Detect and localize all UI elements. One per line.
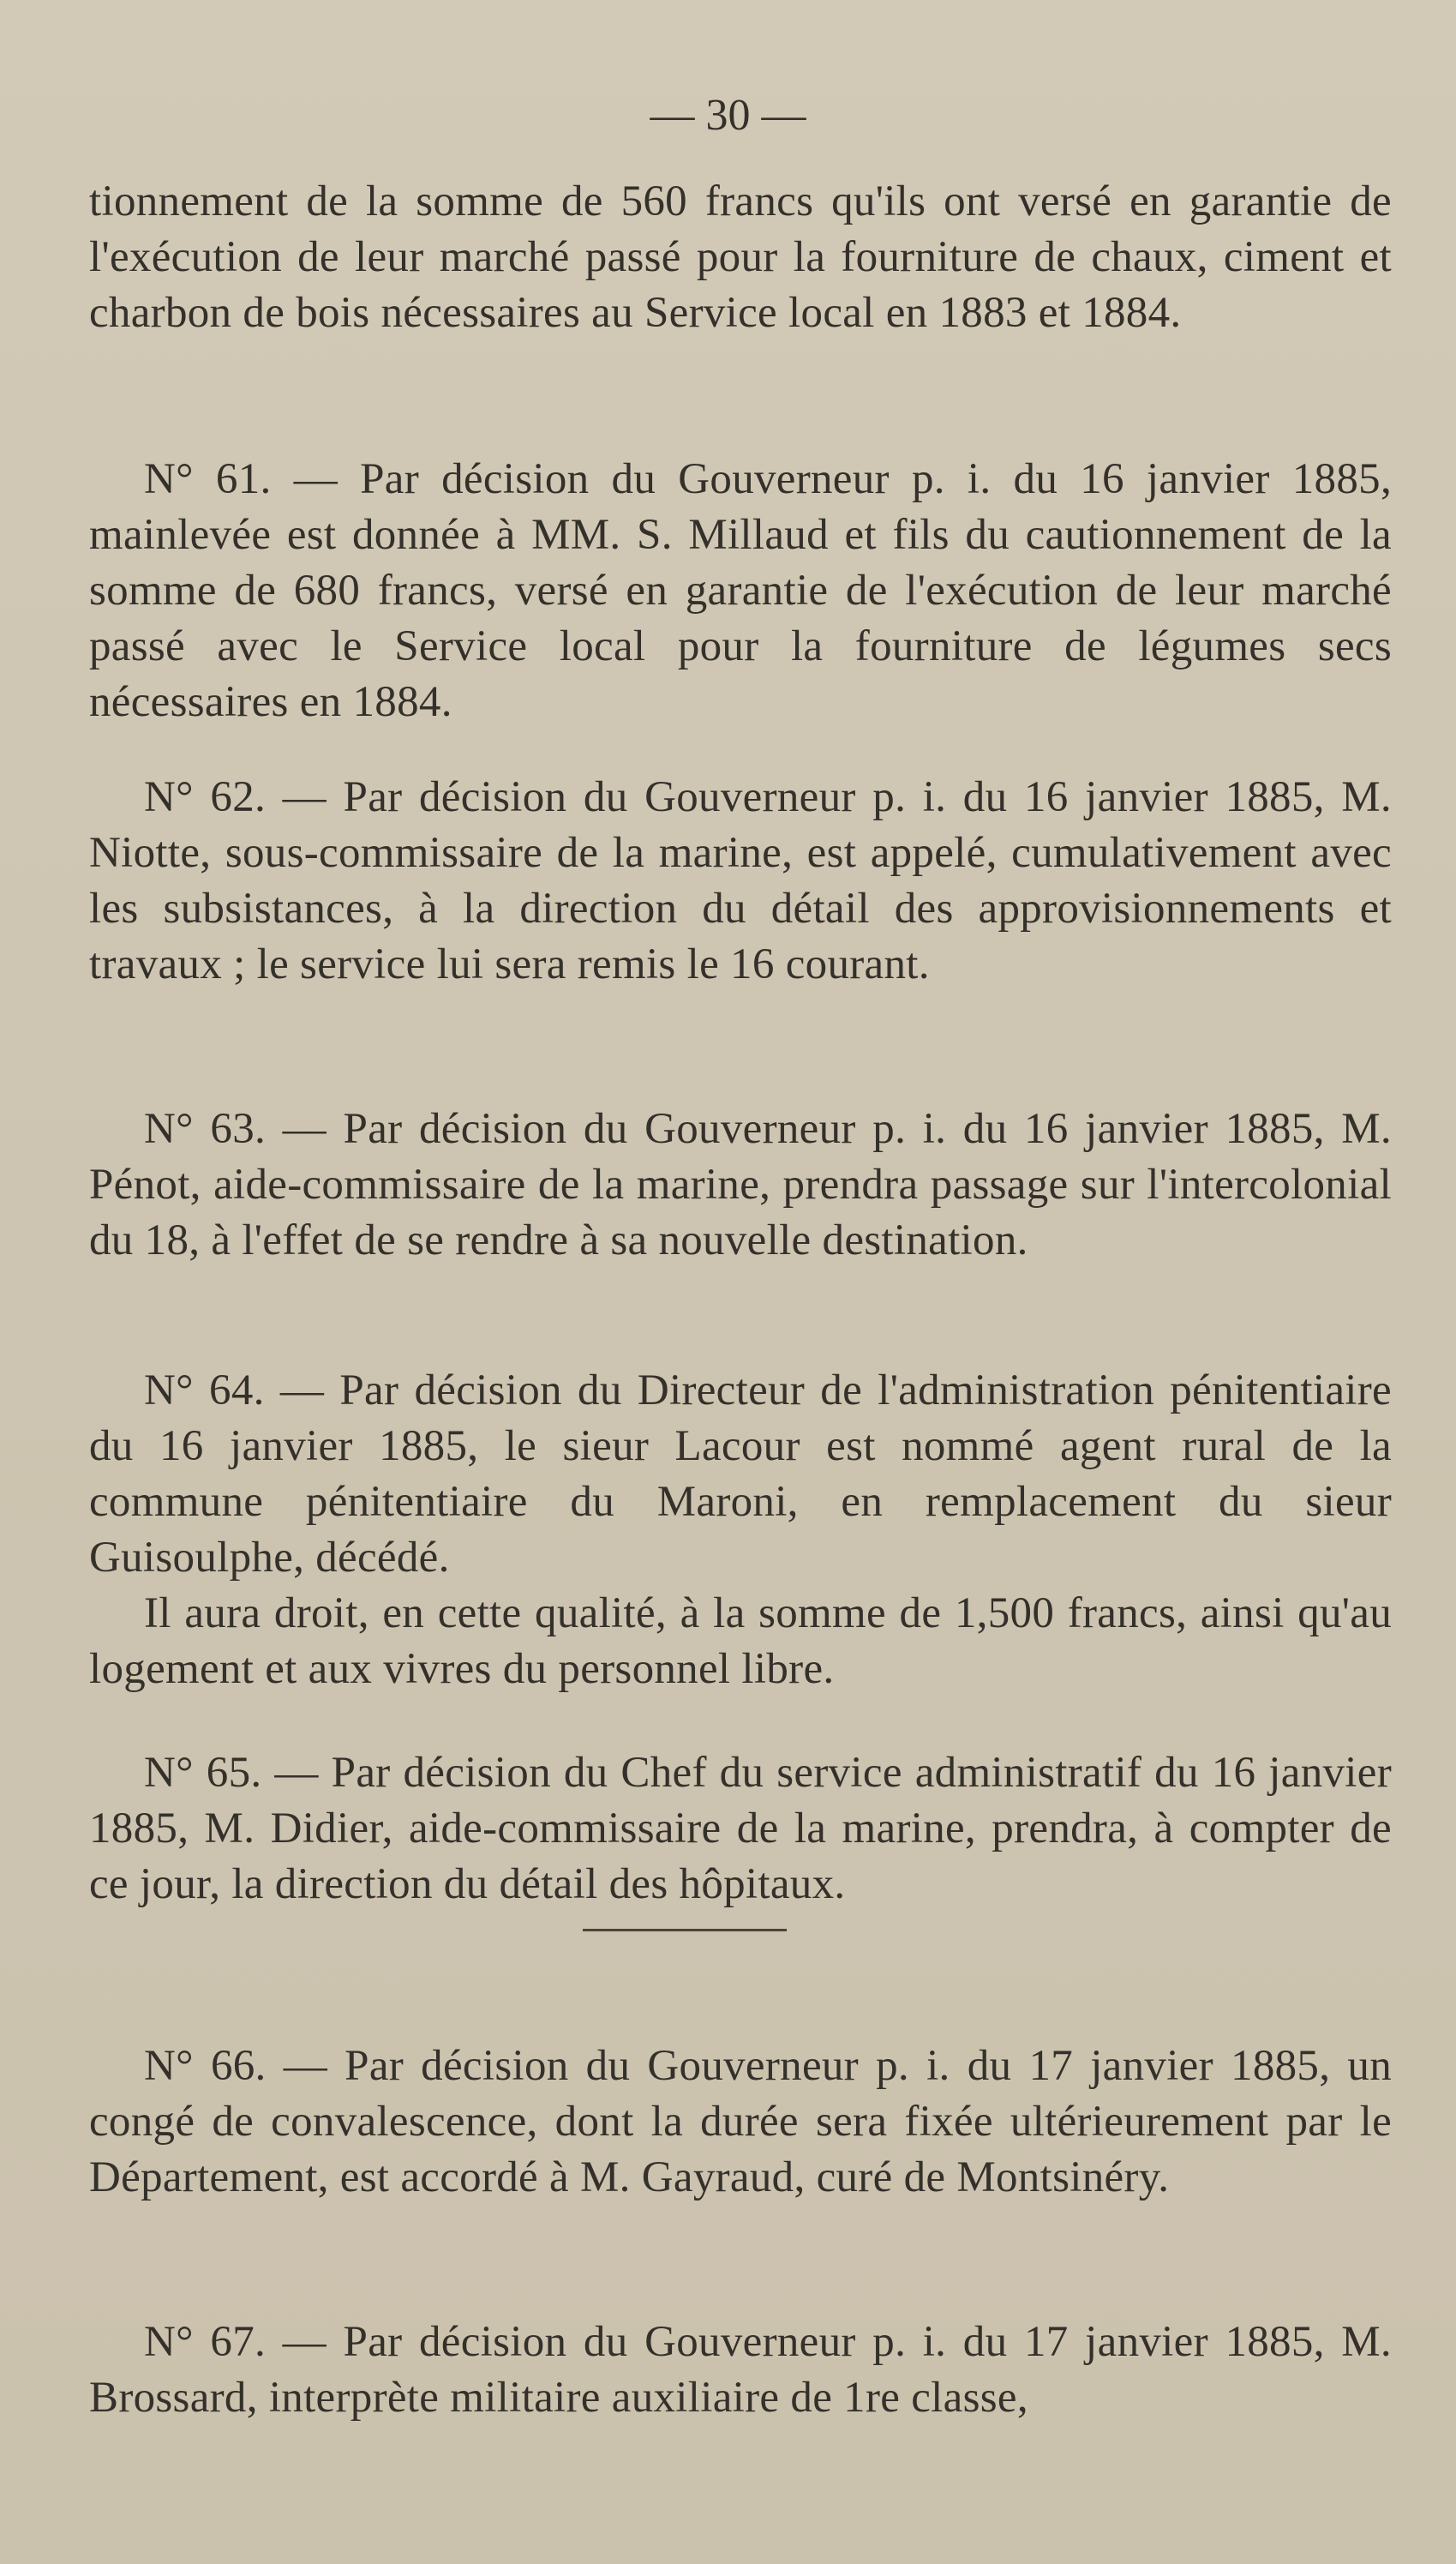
paragraph-decision-65 (89, 1745, 1392, 1912)
paragraph-text: N° 67. — Par décision du Gouverneur p. i. du 17 janvier 1885, M. Brossard, interprète militaire auxiliaire de 1re classe, (89, 2318, 1392, 2422)
paragraph-text: N° 63. — Par décision du Gouverneur p. i. du 16 janvier 1885, M. Pénot, aide-commissaire de la marine, prendra passage sur l'intercolonial du 18, à l'effet de se rendre à sa nouvelle destination. (89, 1105, 1392, 1264)
paragraph-text: N° 61. — Par décision du Gouverneur p. i. du 16 janvier 1885, mainlevée est donnée à MM. S. Millaud et fils du cautionnement de la somme de 680 francs, versé en garantie de l'exécution de leur marché passé avec le Service local pour la fourniture de légumes secs nécessaires en 1884. (89, 455, 1392, 726)
paragraph-decision-62 (89, 770, 1392, 993)
section-divider (583, 1929, 787, 1931)
paragraph-text: N° 64. — Par décision du Directeur de l'administration pénitentiaire du 16 janvier 1885, le sieur Lacour est nommé agent rural de la commune pénitentiaire du Maroni, en remplacement du sieur Guisoulphe, décédé. (89, 1366, 1392, 1582)
paragraph-decision-67 (89, 2315, 1392, 2426)
paragraph-decision-66 (89, 2039, 1392, 2206)
page-number: — 30 — (650, 91, 806, 140)
paragraph-decision-64-continued (89, 1586, 1392, 1697)
paragraph-text: tionnement de la somme de 560 francs qu'ils ont versé en garantie de l'exécution de leur marché passé pour la fourniture de chaux, ciment et charbon de bois nécessaires au Service local en 1883 et 1884. (89, 177, 1392, 337)
paragraph-decision-61 (89, 452, 1392, 730)
paragraph-text: N° 62. — Par décision du Gouverneur p. i. du 16 janvier 1885, M. Niotte, sous-commissaire de la marine, est appelé, cumulativement avec les subsistances, à la direction du détail des approvisionnements et travaux ; le service lui sera remis le 16 courant. (89, 773, 1392, 988)
paragraph-continuation (89, 174, 1392, 341)
paragraph-decision-64 (89, 1363, 1392, 1586)
paragraph-text: Il aura droit, en cette qualité, à la somme de 1,500 francs, ainsi qu'au logement et aux vivres du personnel libre. (89, 1589, 1392, 1693)
paragraph-text: N° 66. — Par décision du Gouverneur p. i. du 17 janvier 1885, un congé de convalescence, dont la durée sera fixée ultérieurement par le Département, est accordé à M. Gayraud, curé de Montsinéry. (89, 2042, 1392, 2201)
paragraph-text: N° 65. — Par décision du Chef du service administratif du 16 janvier 1885, M. Didier, aide-commissaire de la marine, prendra, à compter de ce jour, la direction du détail des hôpitaux. (89, 1749, 1392, 1908)
paragraph-decision-63 (89, 1102, 1392, 1269)
